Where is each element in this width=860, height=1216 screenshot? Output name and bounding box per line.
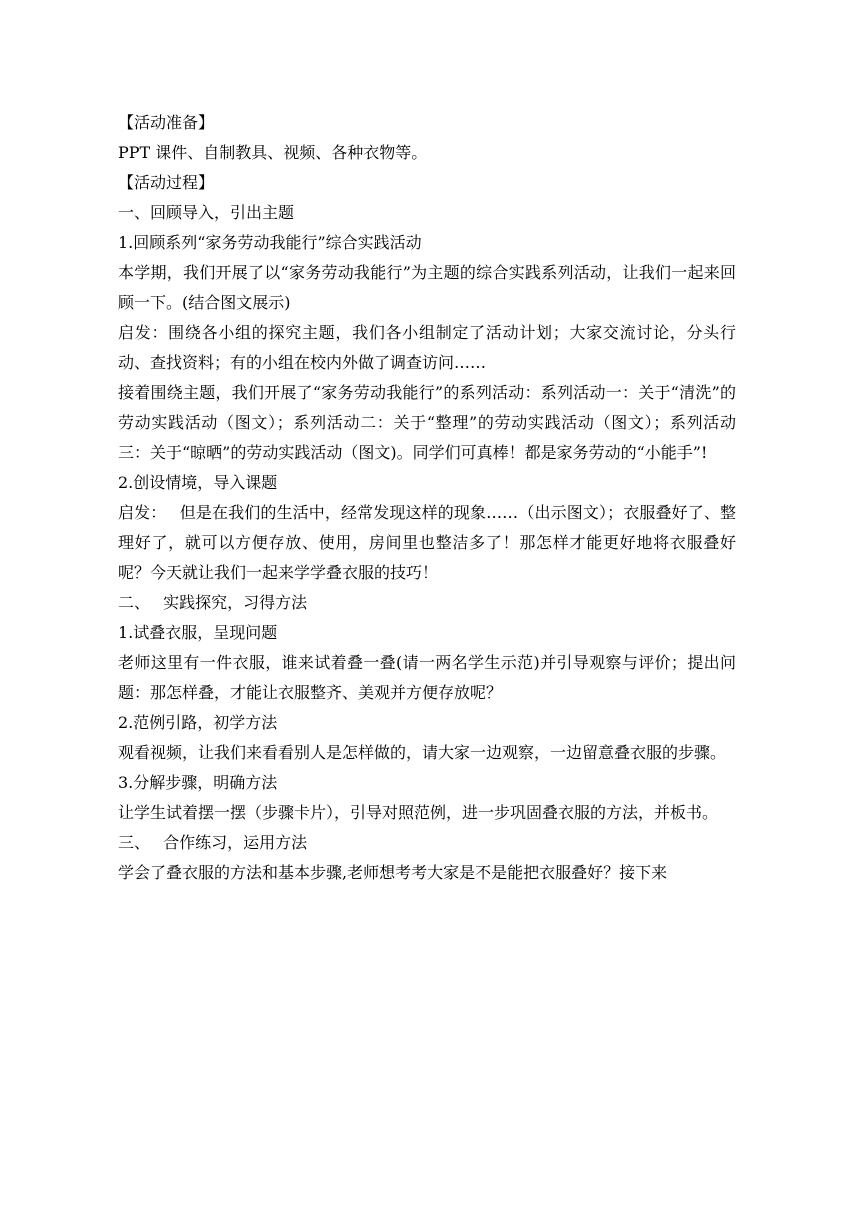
- try-folding-paragraph: 老师这里有一件衣服，谁来试着叠一叠(请一两名学生示范)并引导观察与评价；提出问题：那怎样叠，才能让衣服整齐、美观并方便存放呢？: [118, 653, 736, 702]
- practice-paragraph: 学会了叠衣服的方法和基本步骤,老师想考考大家是不是能把衣服叠好？接下来: [118, 863, 668, 882]
- heading-activity-process: 【活动过程】: [118, 173, 215, 192]
- step-2-3-title: 3.分解步骤，明确方法: [118, 773, 278, 792]
- review-paragraph: 本学期，我们开展了以“家务劳动我能行”为主题的综合实践系列活动，让我们一起来回顾一下。(结合图文展示): [118, 263, 736, 312]
- step-2-2-title: 2.范例引路，初学方法: [118, 713, 278, 732]
- step-cards-paragraph: 让学生试着摆一摆（步骤卡片），引导对照范例，进一步巩固叠衣服的方法，并板书。: [118, 803, 719, 822]
- inspiration-paragraph-2: 启发： 但是在我们的生活中，经常发现这样的现象……（出示图文）；衣服叠好了、整理好了，就可以方便存放、使用，房间里也整洁多了！那怎样才能更好地将衣服叠好呢？今天就让我们一起来学学叠衣服的技巧！: [118, 503, 736, 582]
- document-page: [118, 108, 736, 888]
- section-two-title: 二、 实践探究，习得方法: [118, 593, 308, 612]
- section-one-title: 一、回顾导入，引出主题: [118, 203, 295, 222]
- series-activities-paragraph: 接着围绕主题，我们开展了“家务劳动我能行”的系列活动：系列活动一：关于“清洗”的劳动实践活动（图文）；系列活动二：关于“整理”的劳动实践活动（图文）；系列活动三：关于“晾晒”的劳动实践活动（图文)。同学们可真棒！都是家务劳动的“小能手”!: [118, 383, 736, 462]
- step-2-1-title: 1.试叠衣服，呈现问题: [118, 623, 278, 642]
- section-three-title: 三、 合作练习，运用方法: [118, 833, 308, 852]
- inspiration-paragraph-1: 启发：围绕各小组的探究主题，我们各小组制定了活动计划；大家交流讨论，分头行动、查找资料；有的小组在校内外做了调查访问……: [118, 323, 736, 372]
- heading-activity-preparation: 【活动准备】: [118, 113, 215, 132]
- step-1-1-title: 1.回顾系列“家务劳动我能行”综合实践活动: [118, 233, 422, 252]
- step-1-2-title: 2.创设情境，导入课题: [118, 473, 278, 492]
- preparation-materials: PPT 课件、自制教具、视频、各种衣物等。: [118, 143, 428, 162]
- watch-video-paragraph: 观看视频，让我们来看看别人是怎样做的，请大家一边观察，一边留意叠衣服的步骤。: [118, 743, 727, 762]
